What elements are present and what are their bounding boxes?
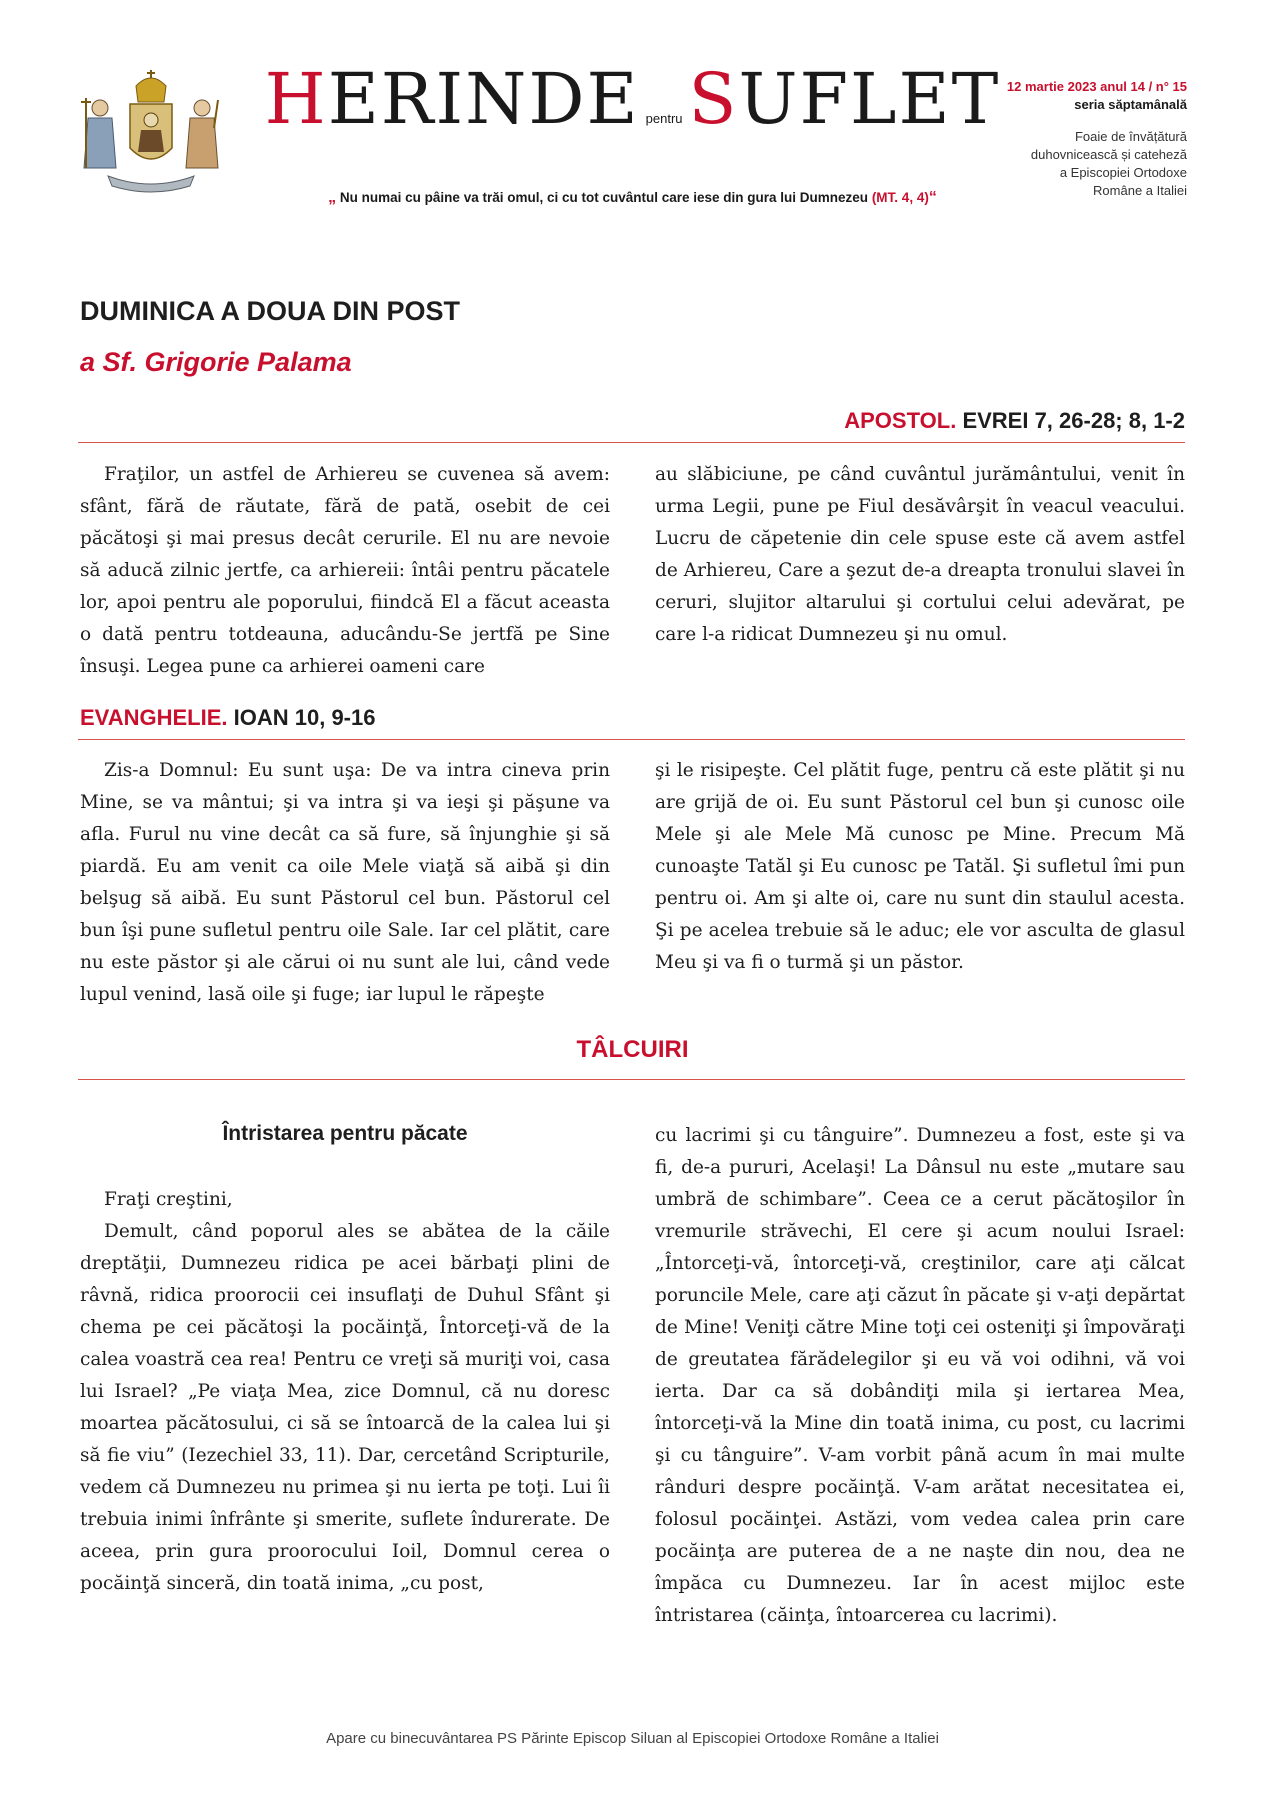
section-divider <box>78 442 1185 443</box>
publication-description <box>1007 128 1187 200</box>
motto-reference: (MT. 4, 4) <box>871 190 929 205</box>
issue-info <box>1007 78 1187 200</box>
apostol-text-1: Fraţilor, un astfel de Arhiereu se cuvenea să avem: sfânt, fără de răutate, fără de pată, osebit de cei păcătoşi şi mai presus decât cerurile. El nu are nevoie să aducă zilnic jertfe, ca arhiereii: întâi pentru păcatele lor, apoi pentru ale poporului, fiindcă El a făcut aceasta o dată pentru totdeauna, aducându-Se jertfă pe Sine însuşi. Legea pune ca arhierei oameni care <box>80 464 610 677</box>
apostol-label: APOSTOL. <box>844 408 957 433</box>
evanghelie-text-1: Zis-a Domnul: Eu sunt uşa: De va intra cineva prin Mine, se va mântui; şi va intra şi va ieşi şi păşune va afla. Furul nu vine decât ca să fure, să înjunghie şi să piardă. Eu am venit ca oile Mele viaţă să aibă şi din belşug să aibă. Eu sunt Păstorul cel bun. Păstorul cel bun îşi pune sufletul pentru oile Sale. Iar cel plătit, care nu este păstor şi ale cărui oi nu sunt ale lui, când vede lupul venind, lasă oile şi fuge; iar lupul le răpeşte <box>80 760 610 1005</box>
apostol-column-1 <box>80 459 610 683</box>
masthead-word-2: SUFLET <box>688 58 1001 140</box>
issue-series: seria săptamânală <box>1074 97 1187 112</box>
description-line: duhovnicească și cateheză <box>1030 147 1187 162</box>
talcuiri-column-1 <box>80 1184 610 1600</box>
talcuiri-heading: TÂLCUIRI <box>576 1036 689 1063</box>
evanghelie-column-1 <box>80 755 610 1011</box>
article-text-1: Demult, când poporul ales se abătea de la căile dreptăţii, Dumnezeu ridica pe acei bărbaţi plini de râvnă, ridica proorocii cei insuflaţi de Duhul Sfânt şi chema pe cei păcătoşi la pocăinţă, Întorceţi-vă de la calea voastră cea rea! Pentru ce vreţi să muriţi voi, casa lui Israel? „Pe viaţa Mea, zice Domnul, că nu doresc moartea păcătosului, ci să se întoarcă de la calea lui şi să fie viu” (Iezechiel 33, 11). Dar, cercetând Scripturile, vedem că Dumnezeu nu primea şi nu ierta pe toţi. Lui îi trebuia inimi înfrânte şi smerite, suflete îndurerate. De aceea, prin gura proorocului Ioil, Domnul cerea o pocăinţă sinceră, din toată inima, „cu post, <box>80 1221 610 1594</box>
evanghelie-heading <box>80 705 375 731</box>
section-divider <box>78 739 1185 740</box>
motto-text: Nu numai cu pâine va trăi omul, ci cu tot cuvântul care iese din gura lui Dumnezeu <box>339 190 869 205</box>
apostol-text-2: au slăbiciune, pe când cuvântul jurământului, venit în urma Legii, pune pe Fiul desăvârşit în veacul veacului. Lucru de căpetenie din cele spuse este că avem astfel de Arhiereu, Care a şezut de-a dreapta tronului slavei în ceruri, slujitor altarului şi cortului celui adevărat, pe care l-a ridicat Dumnezeu şi nu omul. <box>655 464 1185 645</box>
page-title: DUMINICA A DOUA DIN POST <box>80 296 460 326</box>
apostol-reference: EVREI 7, 26-28; 8, 1-2 <box>962 408 1185 433</box>
motto-open-quote: „ <box>328 189 337 206</box>
issue-date: 12 martie 2023 anul 14 / n° 15 <box>1006 79 1187 94</box>
masthead-word-1: HERINDE <box>264 58 640 140</box>
article-greeting: Fraţi creştini, <box>104 1189 233 1210</box>
page-subtitle: a Sf. Grigorie Palama <box>80 347 352 377</box>
description-line: a Episcopiei Ortodoxe <box>1059 165 1187 180</box>
evanghelie-label: EVANGHELIE. <box>80 705 228 730</box>
section-divider <box>78 1079 1185 1080</box>
description-line: Române a Italiei <box>1093 183 1187 198</box>
article-text-2: cu lacrimi şi cu tânguire”. Dumnezeu a fost, este şi va fi, de-a pururi, Acelaşi! La Dânsul nu este „mutare sau umbră de schimbare”. Ceea ce a cerut păcătoşilor în vremurile străvechi, El cere şi acum noului Israel: „Întorceţi-vă, întorceţi-vă, creştinilor, care aţi călcat poruncile Mele, care aţi căzut în păcate şi v-aţi depărtat de Mine! Veniţi către Mine toţi cei osteniţi şi împovăraţi de greutatea fărădelegilor şi eu vă voi odihni, vă voi ierta. Dar ca să dobândiţi mila şi iertarea Mea, întorceţi-vă la Mine din toată inima, cu post, cu lacrimi şi cu tânguire”. V-am vorbit până acum în mai multe rânduri despre pocăinţă. V-am arătat necesitatea ei, folosul pocăinţei. Astăzi, vom vedea calea prin care pocăinţa are puterea de a ne naşte din nou, dea ne împăca cu Dumnezeu. Iar în acest mijloc este întristarea (căinţa, întoarcerea cu lacrimi). <box>655 1125 1185 1626</box>
talcuiri-column-2 <box>655 1120 1185 1632</box>
description-line: Foaie de învățătură <box>1074 129 1187 144</box>
evanghelie-reference: IOAN 10, 9-16 <box>233 705 376 730</box>
footer-blessing: Apare cu binecuvântarea PS Părinte Episcop Siluan al Episcopiei Ortodoxe Române a Italiei <box>326 1730 939 1747</box>
evanghelie-text-2: şi le risipeşte. Cel plătit fuge, pentru că este plătit şi nu are grijă de oi. Eu sunt Păstorul cel bun şi cunosc oile Mele şi ale Mele Mă cunosc pe Mine. Precum Mă cunoaşte Tatăl şi Eu cunosc pe Tatăl. Şi sufletul îmi pun pentru oi. Am şi alte oi, care nu sunt din staulul acesta. Şi pe acelea trebuie să le aduc; ele vor asculta de glasul Meu şi va fi o turmă şi un păstor. <box>655 760 1185 973</box>
apostol-heading <box>844 408 1185 434</box>
evanghelie-column-2 <box>655 755 1185 979</box>
motto-close-quote: “ <box>928 189 937 206</box>
apostol-column-2 <box>655 459 1185 651</box>
article-title: Întristarea pentru păcate <box>222 1122 468 1145</box>
masthead-small-word: pentru <box>645 111 683 126</box>
